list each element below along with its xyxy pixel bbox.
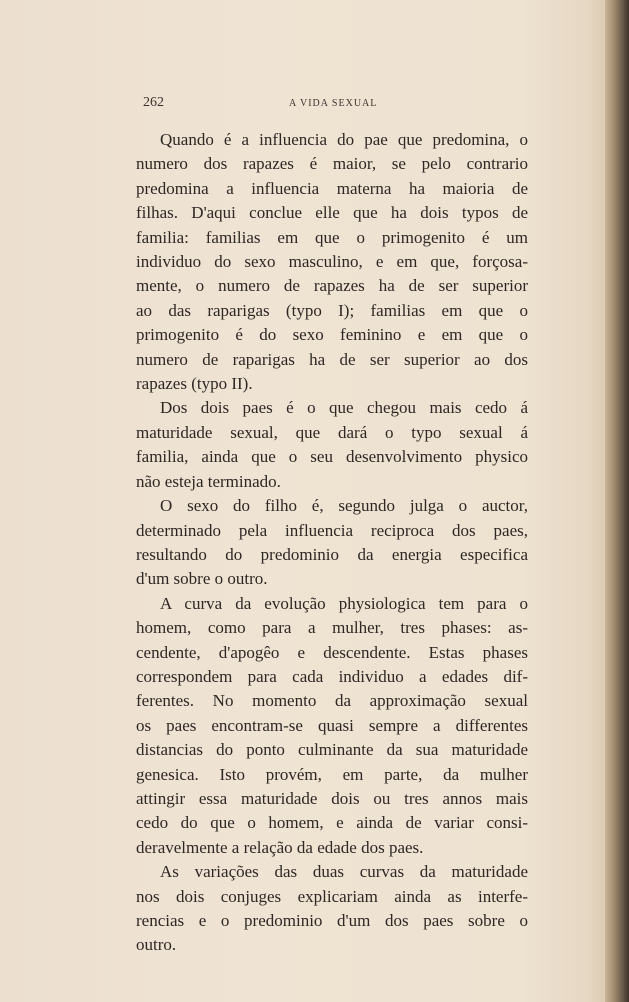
text-line: numero dos rapazes é maior, se pelo contrario [136, 154, 528, 174]
text-line: d'um sobre o outro. [136, 569, 268, 589]
text-line: mente, o numero de rapazes ha de ser superior [136, 276, 528, 296]
paragraph [136, 128, 528, 396]
text-line: attingir essa maturidade dois ou tres annos mais [136, 788, 528, 808]
text-line: Quando é a influencia do pae que predomina, o [160, 130, 528, 149]
text-line: rencias e o predominio d'um dos paes sobre o [136, 911, 528, 930]
text-line: resultando do predominio da energia especifica [136, 544, 528, 564]
text-line: A curva da evolução physiologica tem para o [160, 593, 528, 613]
text-line: primogenito é do sexo feminino e em que o [136, 325, 528, 345]
text-line: homem, como para a mulher, tres phases: as- [136, 618, 528, 638]
text-line: os paes encontram-se quasi sempre a differentes [136, 715, 528, 735]
body-text [136, 128, 528, 958]
text-line: genesica. Isto provém, em parte, da mulher [136, 764, 528, 784]
text-line: distancias do ponto culminante da sua maturidade [136, 740, 528, 760]
text-line: nos dois conjuges explicariam ainda as interfe- [136, 886, 528, 906]
text-line: cendente, d'apogêo e descendente. Estas phases [136, 642, 528, 662]
paragraph [136, 592, 528, 860]
text-line: O sexo do filho é, segundo julga o auctor, [160, 496, 528, 516]
paragraph [136, 494, 528, 592]
text-line: As variações das duas curvas da maturidade [160, 862, 528, 882]
text-line: correspondem para cada individuo a edades dif- [136, 666, 528, 686]
page-edge [605, 0, 629, 1002]
text-line: determinado pela influencia reciproca dos paes, [136, 520, 528, 540]
text-line: predomina a influencia materna ha maioria de [136, 178, 528, 198]
text-line: outro. [136, 935, 177, 955]
text-line: familia: familias em que o primogenito é um [136, 227, 528, 247]
text-line: individuo do sexo masculino, e em que, forçosa- [136, 252, 528, 272]
text-line: deravelmente a relação da edade dos paes. [136, 837, 424, 857]
paragraph [136, 860, 528, 958]
text-line: numero de raparigas ha de ser superior ao dos [136, 349, 528, 369]
running-title: A VIDA SEXUAL [289, 98, 378, 109]
text-line: ao das raparigas (typo I); familias em que o [136, 300, 528, 320]
text-line: não esteja terminado. [136, 471, 281, 491]
running-head [143, 95, 533, 117]
text-line: ferentes. No momento da approximação sexual [136, 691, 528, 711]
text-line: familia, ainda que o seu desenvolvimento physico [136, 447, 528, 467]
text-line: Dos dois paes é o que chegou mais cedo á [160, 398, 528, 418]
text-line: rapazes (typo II). [136, 374, 253, 394]
text-line: cedo do que o homem, e ainda de variar consi- [136, 813, 528, 833]
page-number: 262 [143, 95, 164, 110]
text-line: filhas. D'aqui conclue elle que ha dois typos de [136, 203, 528, 223]
paragraph [136, 396, 528, 494]
text-line: maturidade sexual, que dará o typo sexual á [136, 422, 528, 442]
